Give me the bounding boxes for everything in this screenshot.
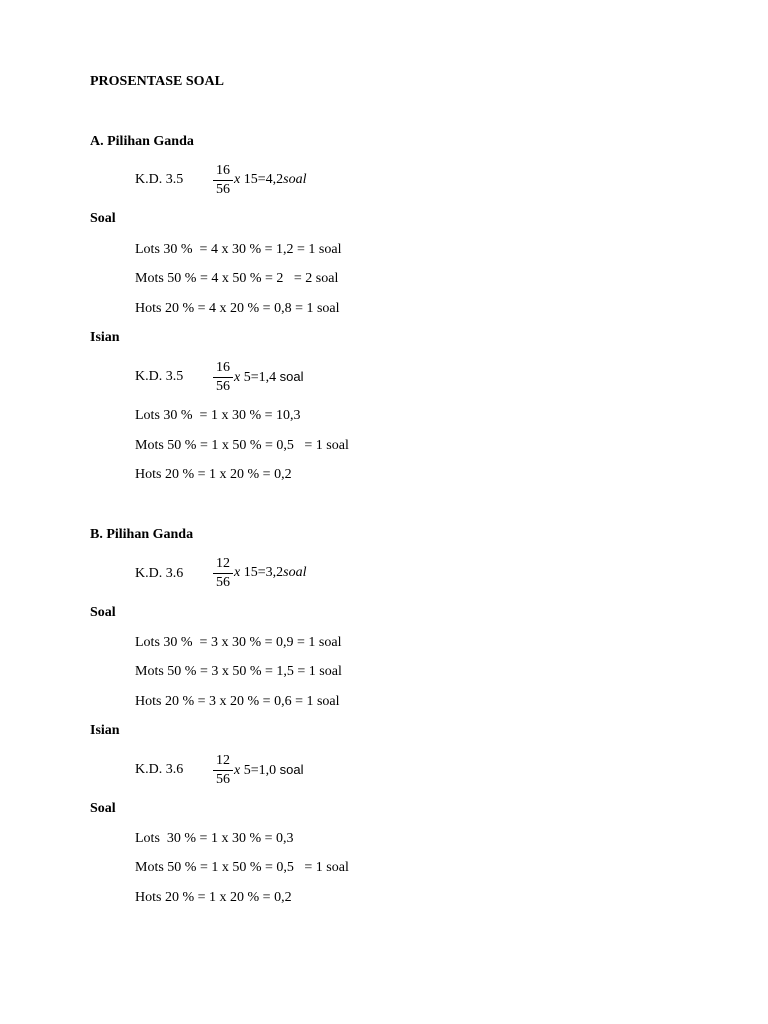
section-b-pg-line-lots: Lots 30 % = 3 x 30 % = 0,9 = 1 soal <box>135 635 342 650</box>
fraction-numerator: 12 <box>213 556 233 574</box>
section-b-isian-fraction <box>213 753 233 788</box>
section-b-isian-line-hots: Hots 20 % = 1 x 20 % = 0,2 <box>135 890 292 905</box>
section-a-isian-line-hots: Hots 20 % = 1 x 20 % = 0,2 <box>135 467 292 482</box>
section-a-isian-expression <box>234 369 303 386</box>
times-symbol: x <box>234 763 241 778</box>
section-b-isian-expression <box>234 762 303 779</box>
times-symbol: x <box>234 565 241 580</box>
section-b-heading: B. Pilihan Ganda <box>90 527 194 542</box>
fraction-numerator: 12 <box>213 753 233 771</box>
section-b-isian-label: Isian <box>90 723 120 738</box>
fraction-numerator: 16 <box>213 360 233 378</box>
fraction-denominator: 56 <box>216 379 230 394</box>
section-b-pg-kd: K.D. 3.6 <box>135 566 184 581</box>
section-b-isian-line-mots: Mots 50 % = 1 x 50 % = 0,5 = 1 soal <box>135 860 349 875</box>
section-a-soal-label: Soal <box>90 211 116 226</box>
times-symbol: x <box>234 172 241 187</box>
section-b-isian-line-lots: Lots 30 % = 1 x 30 % = 0,3 <box>135 831 294 846</box>
fraction-denominator: 56 <box>216 575 230 590</box>
section-b-soal-label: Soal <box>90 605 116 620</box>
section-a-pg-expression <box>234 172 306 188</box>
page-title: PROSENTASE SOAL <box>90 74 224 89</box>
section-b-pg-expression <box>234 565 306 581</box>
section-b-isian-kd: K.D. 3.6 <box>135 762 184 777</box>
section-b-pg-fraction <box>213 556 233 591</box>
section-a-pg-fraction <box>213 163 233 198</box>
section-b-pg-line-hots: Hots 20 % = 3 x 20 % = 0,6 = 1 soal <box>135 694 340 709</box>
expression-value: 15=3,2 <box>240 565 284 580</box>
expression-value: 5=1,4 <box>240 370 277 385</box>
section-a-pg-line-mots: Mots 50 % = 4 x 50 % = 2 = 2 soal <box>135 271 339 286</box>
times-symbol: x <box>234 370 241 385</box>
section-a-pg-line-hots: Hots 20 % = 4 x 20 % = 0,8 = 1 soal <box>135 301 340 316</box>
section-b-soal-label-2: Soal <box>90 801 116 816</box>
section-a-pg-line-lots: Lots 30 % = 4 x 30 % = 1,2 = 1 soal <box>135 242 342 257</box>
expression-unit: soal <box>283 172 307 187</box>
section-a-isian-line-lots: Lots 30 % = 1 x 30 % = 10,3 <box>135 408 301 423</box>
fraction-denominator: 56 <box>216 772 230 787</box>
expression-value: 5=1,0 <box>240 763 277 778</box>
section-a-isian-fraction <box>213 360 233 395</box>
fraction-numerator: 16 <box>213 163 233 181</box>
fraction-denominator: 56 <box>216 182 230 197</box>
expression-unit: soal <box>279 369 304 384</box>
section-a-isian-kd: K.D. 3.5 <box>135 369 184 384</box>
expression-unit: soal <box>279 762 304 777</box>
section-a-isian-line-mots: Mots 50 % = 1 x 50 % = 0,5 = 1 soal <box>135 438 349 453</box>
section-b-pg-line-mots: Mots 50 % = 3 x 50 % = 1,5 = 1 soal <box>135 664 342 679</box>
expression-value: 15=4,2 <box>240 172 284 187</box>
section-a-pg-kd: K.D. 3.5 <box>135 172 184 187</box>
section-a-isian-label: Isian <box>90 330 120 345</box>
section-a-heading: A. Pilihan Ganda <box>90 134 194 149</box>
expression-unit: soal <box>283 565 307 580</box>
